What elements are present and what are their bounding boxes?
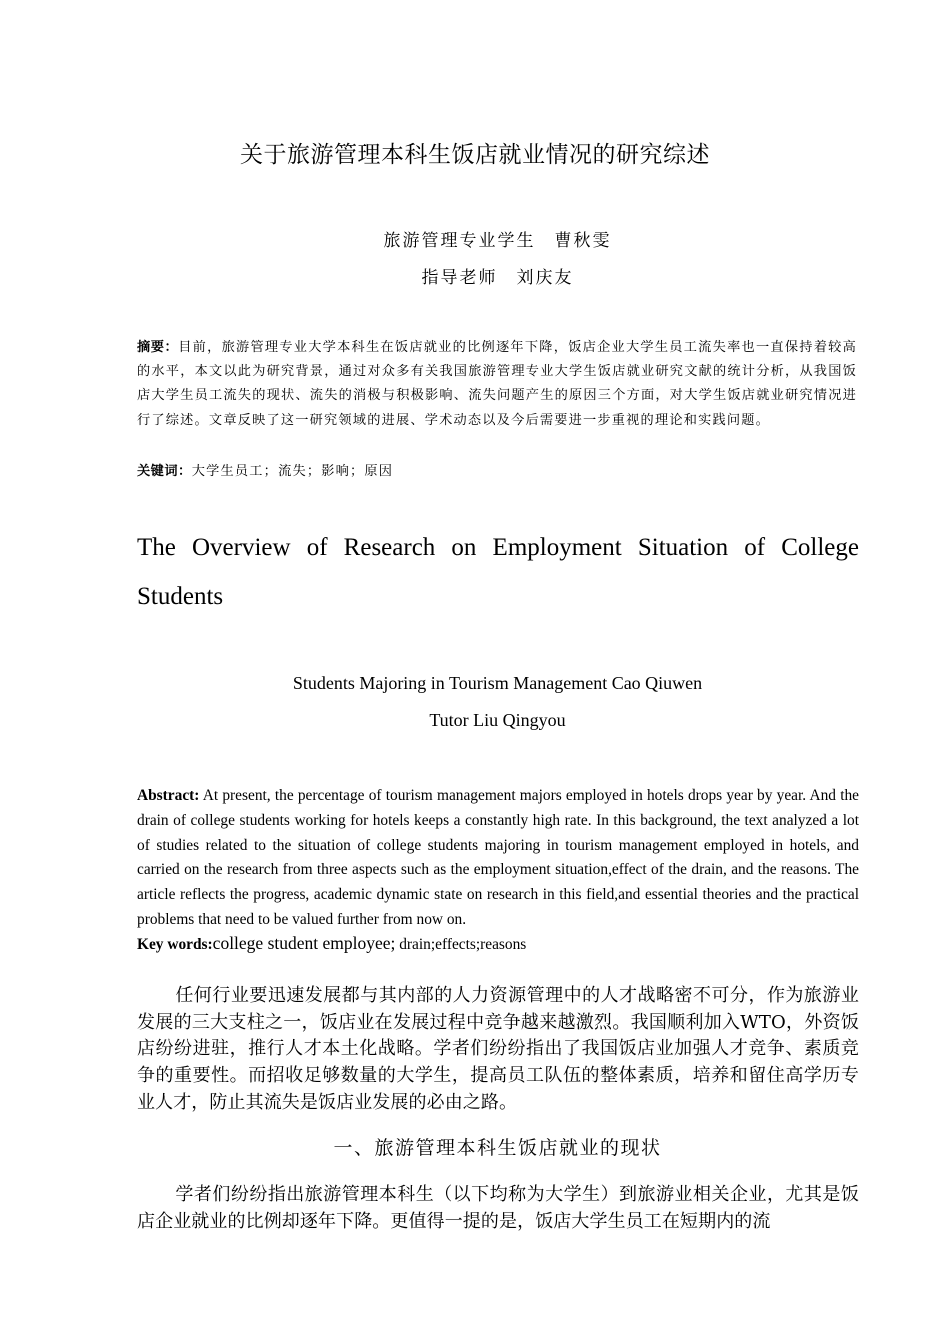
keywords-en-label: Key words: (137, 936, 213, 953)
keywords-cn-label: 关键词： (137, 464, 192, 479)
intro-paragraph-text: 任何行业要迅速发展都与其内部的人力资源管理中的人才战略密不可分，作为旅游业发展的三大支柱之一，饭店业在发展过程中竞争越来越激烈。我国顺利加入WTO，外资饭店纷纷进驻，推行人才本土化战略。学者们纷纷指出了我国饭店业加强人才竞争、素质竞争的重要性。而招收足够数量的大学生，提高员工队伍的整体素质，培养和留住高学历专业人才，防止其流失是饭店业发展的必由之路。 (137, 985, 859, 1113)
abstract-cn-label: 摘要： (137, 340, 179, 355)
tutor-line-en: Tutor Liu Qingyou (429, 710, 566, 730)
paper-title-cn: 关于旅游管理本科生饭店就业情况的研究综述 (240, 142, 710, 168)
abstract-en (137, 784, 859, 933)
abstract-cn (137, 336, 857, 433)
intro-paragraph (137, 983, 859, 1117)
section-1-paragraph (137, 1182, 859, 1235)
keywords-en (137, 933, 859, 954)
author-line-en: Students Majoring in Tourism Management Cao Qiuwen (292, 673, 703, 693)
paper-title-en: The Overview of Research on Employment Situation of College Students (137, 534, 859, 610)
keywords-cn (137, 460, 857, 484)
abstract-cn-text: 目前，旅游管理专业大学本科生在饭店就业的比例逐年下降，饭店企业大学生员工流失率也一直保持着较高的水平，本文以此为研究背景，通过对众多有关我国旅游管理专业大学生饭店就业研究文献的统计分析，从我国饭店大学生员工流失的现状、流失的消极与积极影响、流失问题产生的原因三个方面，对大学生饭店就业研究情况进行了综述。文章反映了这一研究领域的进展、学术动态以及今后需要进一步重视的理论和实践问题。 (137, 340, 857, 428)
tutor-line-cn: 指导老师 刘庆友 (421, 268, 574, 288)
abstract-en-label: Abstract: (137, 787, 200, 804)
abstract-en-text: At present, the percentage of tourism management majors employed in hotels drops year by year. And the drain of college students working for hotels keeps a constantly high rate. In this background, the text analyzed a lot of studies related to the situation of college students majoring in tourism management employed in hotels, and carried on the research from three aspects such as the employment situation,effect of the drain, and the reasons. The article reflects the progress, academic dynamic state on research in this field,and essential theories and the practical problems that need to be valued further from now on. (137, 787, 859, 928)
section-1-paragraph-text: 学者们纷纷指出旅游管理本科生（以下均称为大学生）到旅游业相关企业，尤其是饭店企业就业的比例却逐年下降。更值得一提的是，饭店大学生员工在短期内的流 (137, 1184, 859, 1232)
section-1-heading: 一、旅游管理本科生饭店就业的现状 (333, 1137, 662, 1159)
keywords-cn-text: 大学生员工；流失；影响；原因 (191, 464, 394, 479)
keywords-en-primary: college student employee; (212, 933, 396, 953)
author-line-cn: 旅游管理专业学生 曹秋雯 (383, 231, 612, 251)
keywords-en-rest: drain;effects;reasons (395, 936, 527, 953)
